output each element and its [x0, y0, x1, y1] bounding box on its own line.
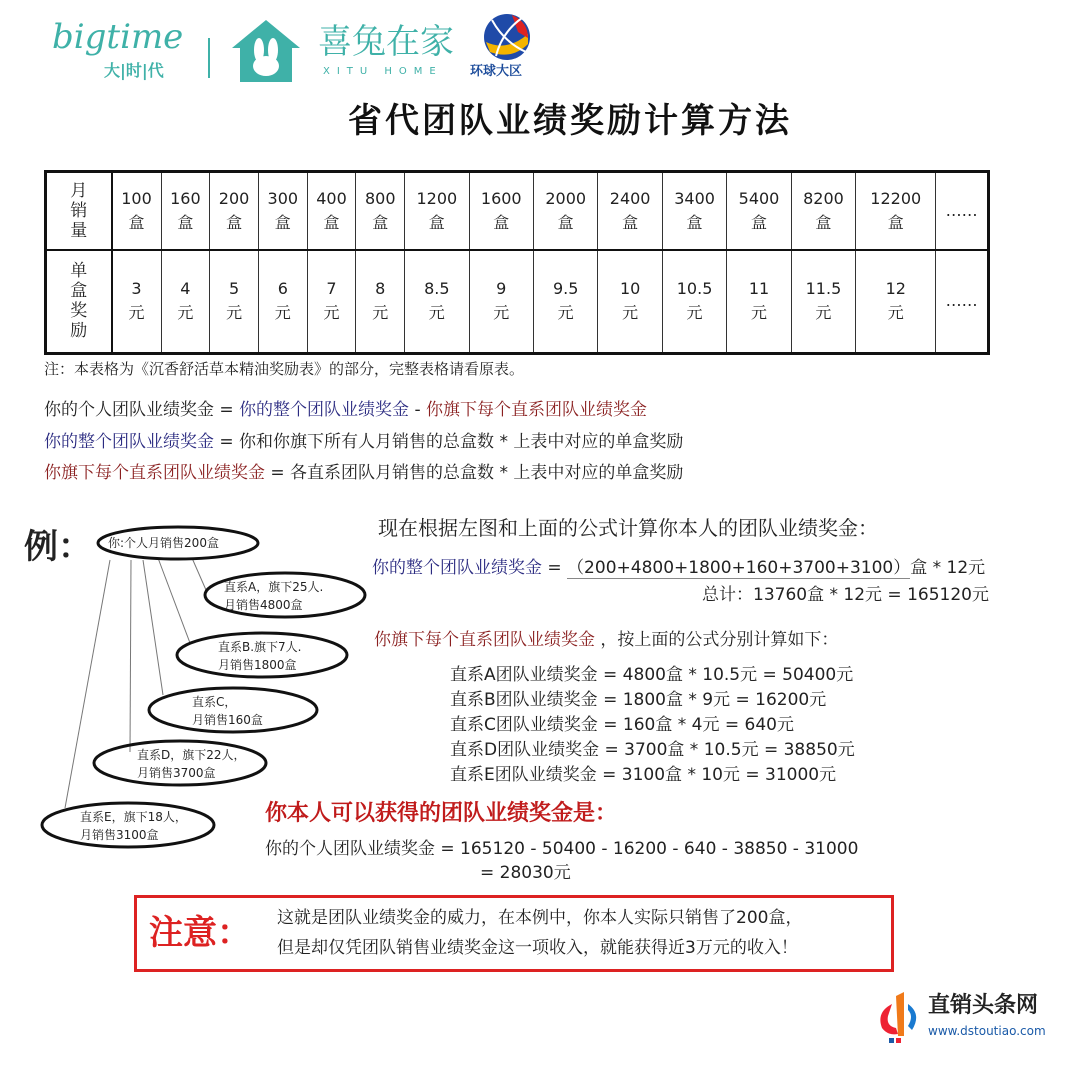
reward-cell: 3 元	[112, 250, 162, 354]
attention-box	[134, 895, 894, 972]
formula-op: =	[214, 400, 240, 420]
reward-cell: 10.5 元	[662, 250, 726, 354]
calc-intro: 现在根据左图和上面的公式计算你本人的团队业绩奖金：	[378, 516, 878, 540]
volume-cell: 5400 盒	[727, 172, 791, 250]
team-diagram	[0, 0, 380, 860]
globe-logo-icon	[482, 12, 532, 62]
formula-term: 你旗下每个直系团队业绩奖金	[44, 463, 265, 483]
formula-term: 你的整个团队业绩奖金	[44, 432, 214, 452]
reward-cell: 12 元	[856, 250, 936, 354]
xitu-logo: 喜兔在家	[318, 22, 454, 62]
result-line-2: = 28030元	[480, 863, 571, 883]
calc-total: 总计：13760盒 * 12元 = 165120元	[702, 585, 989, 605]
reward-cell: 11 元	[727, 250, 791, 354]
direct-calc-line: 直系E团队业绩奖金 = 3100盒 * 10元 = 31000元	[450, 765, 837, 785]
volume-cell: 200 盒	[210, 172, 259, 250]
volume-cell: 2400 盒	[598, 172, 662, 250]
page-title: 省代团队业绩奖励计算方法	[348, 101, 792, 141]
direct-calc-line: 直系A团队业绩奖金 = 4800盒 * 10.5元 = 50400元	[450, 665, 854, 685]
reward-cell: 8.5 元	[405, 250, 469, 354]
reward-cell: 7 元	[307, 250, 356, 354]
footer-site-name: 直销头条网	[928, 993, 1039, 1018]
volume-cell: 160 盒	[161, 172, 210, 250]
table-note: 注：本表格为《沉香舒活草本精油奖励表》的部分，完整表格请看原表。	[44, 360, 525, 378]
volume-cell: 800 盒	[356, 172, 405, 250]
reward-cell: 9.5 元	[533, 250, 597, 354]
direct-calc-line: 直系B团队业绩奖金 = 1800盒 * 9元 = 16200元	[450, 690, 827, 710]
volume-cell: 1200 盒	[405, 172, 469, 250]
direct-calc-line: 直系D团队业绩奖金 = 3700盒 * 10.5元 = 38850元	[450, 740, 855, 760]
formula-term: 你的整个团队业绩奖金	[239, 400, 410, 420]
volume-cell: 2000 盒	[533, 172, 597, 250]
reward-cell: 5 元	[210, 250, 259, 354]
xitu-logo-en: XITU HOME	[323, 66, 443, 77]
reward-cell: 4 元	[161, 250, 210, 354]
node-b: 直系B.旗下7人. 月销售1800盒	[218, 640, 302, 672]
bigtime-logo-cn: 大|时|代	[104, 61, 164, 80]
dstoutiao-logo-icon	[874, 990, 924, 1046]
globe-logo-text: 环球大区	[470, 64, 523, 79]
reward-cell: 8 元	[356, 250, 405, 354]
bigtime-logo: bigtime	[52, 17, 184, 57]
calc-whole: 你的整个团队业绩奖金 = （200+4800+1800+160+3700+3100）盒 * 12元	[372, 558, 986, 578]
volume-cell: 100 盒	[112, 172, 162, 250]
direct-calc-line: 直系C团队业绩奖金 = 160盒 * 4元 = 640元	[450, 715, 794, 735]
volume-cell: 300 盒	[258, 172, 307, 250]
formula-rest: = 你和你旗下所有人月销售的总盒数 * 上表中对应的单盒奖励	[214, 432, 684, 452]
calc-direct: 你旗下每个直系团队业绩奖金 ，按上面的公式分别计算如下：	[374, 630, 839, 650]
reward-cell: 6 元	[258, 250, 307, 354]
result-line-1: 你的个人团队业绩奖金 = 165120 - 50400 - 16200 - 640 - 38850 - 31000	[265, 839, 859, 859]
node-e: 直系E，旗下18人， 月销售3100盒	[80, 810, 187, 842]
attention-line-1: 这就是团队业绩奖金的威力，在本例中，你本人实际只销售了200盒，	[277, 908, 803, 928]
footer-site-url[interactable]: www.dstoutiao.com	[928, 1024, 1046, 1038]
volume-cell: 8200 盒	[791, 172, 855, 250]
formula-op: -	[409, 400, 427, 420]
volume-cell: 400 盒	[307, 172, 356, 250]
node-d: 直系D，旗下22人， 月销售3700盒	[137, 748, 246, 780]
node-root: 你:个人月销售200盒	[108, 536, 219, 550]
reward-cell: 11.5 元	[791, 250, 855, 354]
formula-term: 你旗下每个直系团队业绩奖金	[426, 400, 648, 420]
volume-cell: 1600 盒	[469, 172, 533, 250]
attention-line-2: 但是却仅凭团队销售业绩奖金这一项收入，就能获得近3万元的收入！	[277, 938, 798, 958]
volume-cell: 12200 盒	[856, 172, 936, 250]
result-title: 你本人可以获得的团队业绩奖金是：	[265, 801, 618, 826]
node-a: 直系A，旗下25人. 月销售4800盒	[224, 580, 324, 612]
row-label-volume: 月销量	[70, 180, 88, 241]
example-label: 例：	[24, 527, 92, 567]
volume-cell: ……	[936, 172, 989, 250]
volume-cell: 3400 盒	[662, 172, 726, 250]
reward-cell: 10 元	[598, 250, 662, 354]
attention-label: 注意：	[149, 913, 251, 953]
row-label-reward: 单盒奖励	[70, 261, 88, 342]
reward-cell: ……	[936, 250, 989, 354]
node-c: 直系C， 月销售160盒	[192, 695, 263, 727]
reward-cell: 9 元	[469, 250, 533, 354]
formula-rest: = 各直系团队月销售的总盒数 * 上表中对应的单盒奖励	[265, 463, 684, 483]
formula-term: 你的个人团队业绩奖金	[44, 400, 214, 420]
